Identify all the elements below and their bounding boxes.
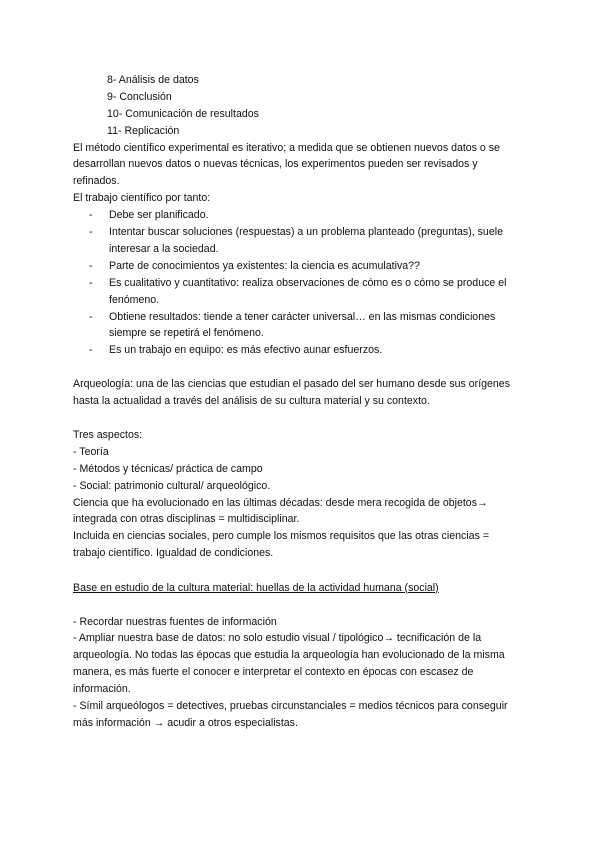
paragraph-line: refinados. [73, 175, 120, 188]
bullet-text: fenómeno. [109, 293, 160, 306]
final-line: - Recordar nuestras fuentes de información [73, 615, 277, 628]
paragraph-line: Arqueología: una de las ciencias que estudian el pasado del ser humano desde sus orígenes [73, 378, 510, 390]
bullet-text: Es cualitativo y cuantitativo: realiza observaciones de cómo es o cómo se produce el [109, 276, 507, 289]
bullet-item [73, 342, 543, 359]
step-item: 10- Comunicación de resultados [107, 107, 259, 120]
iterative-paragraph [73, 140, 543, 360]
bullet-text: Obtiene resultados: tiende a tener carácter universal… en las mismas condiciones [109, 310, 496, 323]
aspects-line: integrada con otras disciplinas = multidisciplinar. [73, 513, 300, 526]
bullet-dash: - [89, 276, 93, 289]
work-bullets [73, 207, 543, 359]
final-line: - Símil arqueólogos = detectives, pruebas circunstanciales = medios técnicos para conseguir [73, 699, 508, 712]
final-line: arqueología. No todas las épocas que estudia la arqueología han evolucionado de la misma [73, 649, 505, 662]
bullet-text: Intentar buscar soluciones (respuestas) a un problema planteado (preguntas), suele [109, 226, 503, 239]
step-item: 9- Conclusión [107, 90, 172, 103]
bullet-dash: - [89, 344, 93, 357]
arqueologia-definition [73, 376, 543, 410]
aspects-line: - Social: patrimonio cultural/ arqueológico. [73, 479, 271, 492]
bullet-text: Parte de conocimientos ya existentes: la ciencia es acumulativa?? [109, 259, 420, 272]
steps-list [73, 72, 543, 140]
paragraph-line: El método científico experimental es iterativo; a medida que se obtienen nuevos datos o se [73, 141, 500, 154]
bullet-item [73, 275, 543, 309]
step-item: 11- Replicación [107, 124, 180, 137]
aspects-line: - Métodos y técnicas/ práctica de campo [73, 462, 263, 475]
paragraph-line: hasta la actualidad a través del análisis de su cultura material y su contexto. [73, 394, 430, 407]
bullet-item [73, 258, 543, 275]
bullet-text: siempre se repetirá el fenómeno. [109, 327, 264, 340]
final-line: información. [73, 683, 131, 696]
aspects-line: Ciencia que ha evolucionado en las últimas décadas: desde mera recogida de objetos→ [73, 496, 488, 509]
aspects-line: trabajo científico. Igualdad de condiciones. [73, 547, 274, 560]
bullet-text: Debe ser planificado. [109, 209, 209, 222]
aspects-line: - Teoría [73, 445, 109, 458]
step-item: 8- Análisis de datos [107, 74, 199, 86]
final-line: más información → acudir a otros especialistas. [73, 716, 298, 729]
bullet-item [73, 224, 543, 258]
work-intro: El trabajo científico por tanto: [73, 192, 211, 205]
final-line: manera, es más fuerte el conocer e interpretar el contexto en épocas con escasez de [73, 666, 474, 679]
bullet-text: Es un trabajo en equipo: es más efectivo aunar esfuerzos. [109, 344, 383, 357]
aspects-line: Incluida en ciencias sociales, pero cumple los mismos requisitos que las otras ciencias = [73, 530, 490, 543]
bullet-dash: - [89, 259, 93, 272]
bullet-item [73, 309, 543, 343]
bullet-text: interesar a la sociedad. [109, 242, 219, 255]
aspects-section [73, 427, 543, 562]
paragraph-line: desarrollan nuevos datos o nuevas técnicas, los experimentos pueden ser revisados y [73, 158, 478, 171]
bullet-item [73, 207, 543, 224]
section-heading-block [73, 580, 543, 597]
bullet-dash: - [89, 226, 93, 239]
final-section [73, 614, 543, 732]
bullet-dash: - [89, 310, 93, 323]
final-line: - Ampliar nuestra base de datos: no solo estudio visual / tipológico→ tecnificación de la [73, 632, 482, 645]
section-heading: Base en estudio de la cultura material: huellas de la actividad humana (social) [73, 581, 439, 594]
aspects-line: Tres aspectos: [73, 429, 143, 441]
bullet-dash: - [89, 209, 93, 222]
